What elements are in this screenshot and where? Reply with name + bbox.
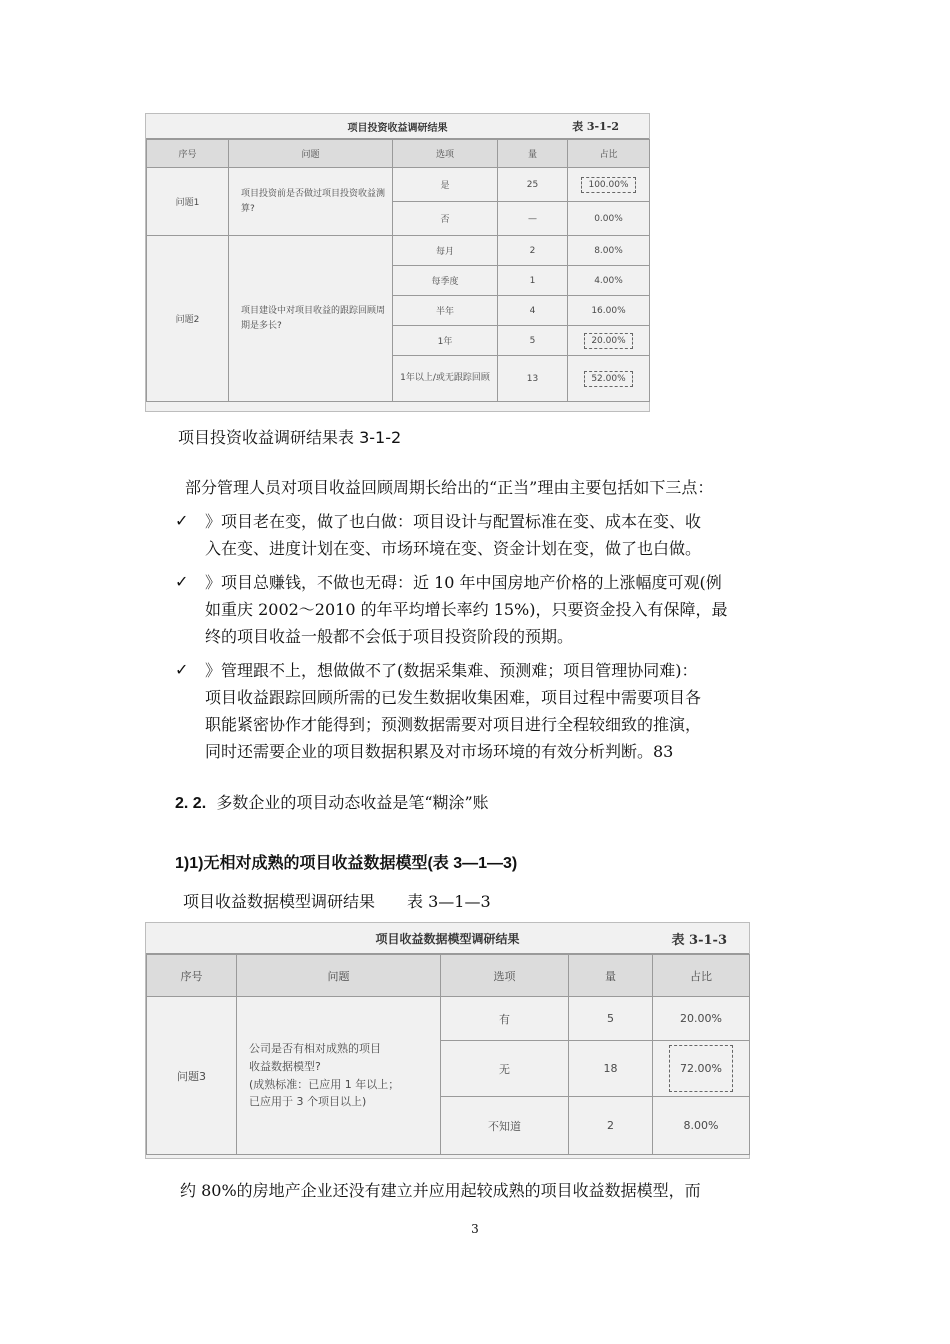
pct-cell: 4.00% [568,266,650,296]
question-id: 问题3 [147,997,237,1155]
question-line: 公司是否有相对成熟的项目 [249,1042,381,1056]
table-number: 表 3-1-3 [671,933,727,948]
header-cell: 占比 [653,955,750,997]
option-cell: 每季度 [393,266,498,296]
table-title-row [146,923,749,954]
count-cell: 18 [569,1041,653,1097]
pct-value: 100.00% [581,177,635,193]
pct-value: 20.00% [584,333,632,349]
section-number: 2. 2. [175,795,207,812]
option-cell: 否 [393,202,498,236]
bullet-line: 终的项目收益一般都不会低于项目投资阶段的预期。 [205,627,574,646]
pct-cell [568,168,650,202]
bullet-line: 同时还需要企业的项目数据积累及对市场环境的有效分析判断。83 [205,742,674,761]
pct-cell: 8.00% [653,1097,750,1155]
header-cell: 选项 [393,140,498,168]
table-grid [146,954,750,1155]
count-cell: 1 [498,266,568,296]
pct-cell [568,356,650,402]
body-paragraph: 约 80%的房地产企业还没有建立并应用起较成熟的项目收益数据模型，而 [180,1181,701,1200]
pct-value: 72.00% [669,1045,733,1092]
section-heading [175,790,489,813]
pct-cell [568,326,650,356]
question-line: 收益数据模型? [249,1059,321,1073]
option-cell: 是 [393,168,498,202]
option-cell: 1年以上/或无跟踪回顾 [393,356,498,402]
question-line: 已应用于 3 个项目以上) [249,1095,367,1109]
pct-value: 52.00% [584,371,632,387]
header-cell: 选项 [441,955,569,997]
bullet-line: 》项目老在变，做了也白做：项目设计与配置标准在变、成本在变、收 [205,512,702,531]
count-cell: 5 [498,326,568,356]
table-caption: 项目收益数据模型调研结果 表 3—1—3 [183,892,491,911]
option-cell: 有 [441,997,569,1041]
table-title: 项目投资收益调研结果 [347,123,448,134]
header-cell: 占比 [568,140,650,168]
header-cell: 序号 [147,140,229,168]
header-cell: 问题 [237,955,441,997]
count-cell: 2 [498,236,568,266]
option-cell: 不知道 [441,1097,569,1155]
table-number: 表 3-1-2 [572,120,619,133]
count-cell: 2 [569,1097,653,1155]
subsection-heading: 1)1)无相对成熟的项目收益数据模型(表 3—1—3) [175,855,518,872]
table-grid [146,139,650,402]
intro-paragraph: 部分管理人员对项目收益回顾周期长给出的“正当”理由主要包括如下三点： [185,478,714,497]
question-line: (成熟标准：已应用 1 年以上； [249,1077,400,1091]
header-cell: 问题 [229,140,393,168]
option-cell: 1年 [393,326,498,356]
survey-table-3-1-3 [145,922,750,1159]
question-id: 问题1 [147,168,229,236]
question-text: 项目建设中对项目收益的跟踪回顾周期是多长? [229,236,393,402]
checkmark-icon: ✓ [175,511,189,530]
pct-cell: 8.00% [568,236,650,266]
page-number: 3 [471,1222,479,1236]
survey-table-3-1-2 [145,113,650,412]
header-cell: 量 [569,955,653,997]
count-cell: 13 [498,356,568,402]
checkmark-icon: ✓ [175,660,189,679]
count-cell: 4 [498,296,568,326]
option-cell: 无 [441,1041,569,1097]
pct-cell: 16.00% [568,296,650,326]
header-cell: 序号 [147,955,237,997]
table-title: 项目收益数据模型调研结果 [375,932,520,946]
bullet-line: 如重庆 2002～2010 的年平均增长率约 15%)，只要资金投入有保障，最 [205,600,728,619]
header-cell: 量 [498,140,568,168]
question-id: 问题2 [147,236,229,402]
question-text: 项目投资前是否做过项目投资收益测算? [229,168,393,236]
option-cell: 半年 [393,296,498,326]
bullet-line: 》管理跟不上，想做做不了(数据采集难、预测难；项目管理协同难)： [205,661,698,680]
bullet-line: 》项目总赚钱，不做也无碍：近 10 年中国房地产价格的上涨幅度可观(例 [205,573,722,592]
count-cell: — [498,202,568,236]
table-title-row [146,114,649,139]
count-cell: 5 [569,997,653,1041]
pct-cell: 0.00% [568,202,650,236]
checkmark-icon: ✓ [175,572,189,591]
question-text [237,997,441,1155]
bullet-line: 入在变、进度计划在变、市场环境在变、资金计划在变，做了也白做。 [205,539,702,558]
bullet-line: 项目收益跟踪回顾所需的已发生数据收集困难，项目过程中需要项目各 [205,688,702,707]
count-cell: 25 [498,168,568,202]
section-title: 多数企业的项目动态收益是笔“糊涂”账 [216,793,489,812]
pct-cell: 20.00% [653,997,750,1041]
option-cell: 每月 [393,236,498,266]
bullet-line: 职能紧密协作才能得到；预测数据需要对项目进行全程较细致的推演， [205,715,702,734]
table-caption: 项目投资收益调研结果表 3-1-2 [178,428,402,447]
pct-cell [653,1041,750,1097]
